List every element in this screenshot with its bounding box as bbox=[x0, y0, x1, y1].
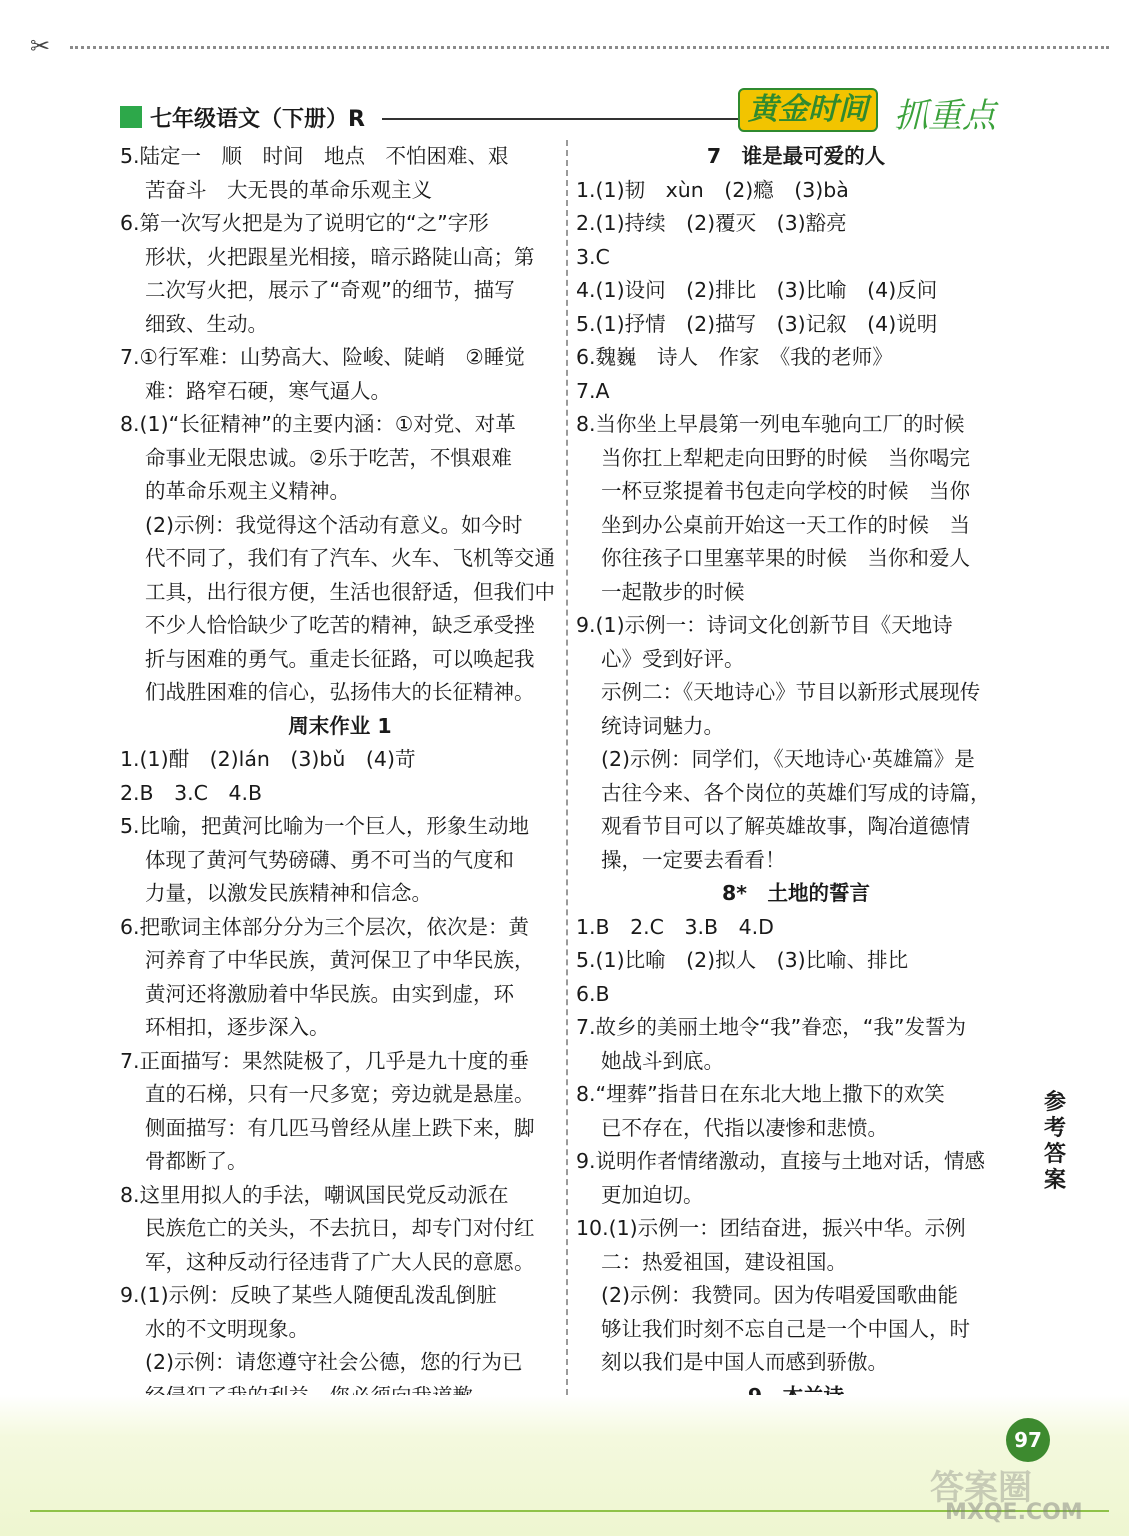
answer-line: 6.魏巍 诗人 作家 《我的老师》 bbox=[576, 345, 893, 369]
answer-line: 古往今来、各个岗位的英雄们写成的诗篇， bbox=[601, 780, 991, 805]
answer-line: 骨都断了。 bbox=[145, 1149, 248, 1173]
answer-line: 军，这种反动行径违背了广大人民的意愿。 bbox=[145, 1249, 535, 1274]
answer-line: 统诗词魅力。 bbox=[601, 713, 724, 738]
side-label: 参考答案 bbox=[1043, 1090, 1066, 1193]
answer-line: 坐到办公桌前开始这一天工作的时候 当 bbox=[601, 512, 970, 537]
answer-line: 当你扛上犁耙走向田野的时候 当你喝完 bbox=[601, 445, 970, 470]
answer-line: 1.(1)韧 xùn (2)瘾 (3)bà bbox=[576, 177, 849, 202]
answer-line: 们战胜困难的信心，弘扬伟大的长征精神。 bbox=[145, 680, 535, 704]
section-heading: 7 谁是最可爱的人 bbox=[706, 144, 886, 168]
answer-line: 6.把歌词主体部分分为三个层次，依次是：黄 bbox=[120, 914, 530, 939]
answer-column-left bbox=[120, 140, 560, 1413]
answer-line: 她战斗到底。 bbox=[601, 1048, 724, 1073]
answer-line: 折与困难的勇气。重走长征路，可以唤起我 bbox=[145, 646, 535, 671]
answer-line: 体现了黄河气势磅礴、勇不可当的气度和 bbox=[145, 847, 514, 872]
answer-line: 苦奋斗 大无畏的革命乐观主义 bbox=[145, 177, 432, 202]
answer-line: 已不存在，代指以凄惨和悲愤。 bbox=[601, 1115, 888, 1140]
answer-line: 2.B 3.C 4.B bbox=[120, 780, 263, 805]
answer-line: 河养育了中华民族，黄河保卫了中华民族， bbox=[145, 948, 535, 972]
answer-line: 二次写火把，展示了“奇观”的细节，描写 bbox=[145, 278, 515, 302]
answer-line: 代不同了，我们有了汽车、火车、飞机等交通 bbox=[145, 546, 555, 570]
answer-line: 7.①行军难：山势高大、险峻、陡峭 ②睡觉 bbox=[120, 345, 525, 369]
answer-line: 难：路窄石硬，寒气逼人。 bbox=[145, 378, 391, 403]
answer-line: 民族危亡的关头，不去抗日，却专门对付红 bbox=[145, 1216, 535, 1240]
answer-line: 7.故乡的美丽土地令“我”眷恋，“我”发誓为 bbox=[576, 1015, 967, 1039]
answer-line: 观看节目可以了解英雄故事，陶冶道德情 bbox=[601, 814, 970, 838]
answer-line: 够让我们时刻不忘自己是一个中国人，时 bbox=[601, 1316, 970, 1341]
answer-line: 力量，以激发民族精神和信念。 bbox=[145, 881, 432, 905]
answer-line: 刻以我们是中国人而感到骄傲。 bbox=[601, 1350, 888, 1374]
brand-logo-sub: 抓重点 bbox=[894, 96, 996, 136]
answer-line: 8.当你坐上早晨第一列电车驰向工厂的时候 bbox=[576, 412, 965, 436]
answer-line: 2.(1)持续 (2)覆灭 (3)豁亮 bbox=[576, 211, 847, 235]
answer-line: (2)示例：请您遵守社会公德，您的行为已 bbox=[145, 1350, 523, 1374]
green-square-icon bbox=[120, 106, 142, 128]
answer-line: (2)示例：我赞同。因为传唱爱国歌曲能 bbox=[601, 1283, 959, 1307]
answer-line: 直的石梯，只有一尺多宽；旁边就是悬崖。 bbox=[145, 1082, 535, 1106]
answer-line: 9.(1)示例一：诗词文化创新节目《天地诗 bbox=[576, 613, 953, 637]
answer-line: 10.(1)示例一：团结奋进，振兴中华。示例 bbox=[576, 1216, 966, 1240]
section-heading: 8* 土地的誓言 bbox=[722, 881, 870, 905]
answer-line: 6.第一次写火把是为了说明它的“之”字形 bbox=[120, 211, 489, 235]
answer-column-right bbox=[576, 140, 1016, 1413]
dotted-cut-guide bbox=[70, 46, 1109, 49]
answer-line: 4.(1)设问 (2)排比 (3)比喻 (4)反问 bbox=[576, 278, 938, 302]
answer-line: 8.(1)“长征精神”的主要内涵：①对党、对革 bbox=[120, 412, 516, 436]
answer-line: 示例二：《天地诗心》节目以新形式展现传 bbox=[601, 680, 981, 704]
watermark-url: MXQE.COM bbox=[945, 1500, 1083, 1525]
answer-line: 1.B 2.C 3.B 4.D bbox=[576, 914, 774, 939]
page-number: 97 bbox=[1006, 1418, 1050, 1462]
answer-line: 你往孩子口里塞苹果的时候 当你和爱人 bbox=[601, 546, 970, 570]
answer-line: 侧面描写：有几匹马曾经从崖上跌下来，脚 bbox=[145, 1115, 535, 1140]
answer-line: 的革命乐观主义精神。 bbox=[145, 479, 350, 503]
answer-line: 黄河还将激励着中华民族。由实到虚，环 bbox=[145, 981, 514, 1006]
answer-line: 9.(1)示例：反映了某些人随便乱泼乱倒脏 bbox=[120, 1283, 497, 1307]
book-title: 七年级语文（下册）R bbox=[150, 107, 365, 132]
answer-line: 5.(1)抒情 (2)描写 (3)记叙 (4)说明 bbox=[576, 311, 938, 336]
cut-line bbox=[0, 30, 1129, 60]
answer-line: 心》受到好评。 bbox=[601, 646, 745, 671]
answer-line: 不少人恰恰缺少了吃苦的精神，缺乏承受挫 bbox=[145, 613, 535, 637]
scissors-icon: ✂ bbox=[30, 32, 51, 60]
answer-line: 7.正面描写：果然陡极了，几乎是九十度的垂 bbox=[120, 1048, 530, 1073]
brand-logo-main: 黄金时间 bbox=[738, 88, 878, 132]
answer-line: 9.说明作者情绪激动，直接与土地对话，情感 bbox=[576, 1149, 986, 1173]
answer-line: 命事业无限忠诚。②乐于吃苦，不惧艰难 bbox=[145, 445, 512, 470]
answer-line: (2)示例：我觉得这个活动有意义。如今时 bbox=[145, 512, 523, 537]
answer-line: 6.B bbox=[576, 981, 610, 1006]
answer-line: 7.A bbox=[576, 378, 610, 403]
answer-line: 5.比喻，把黄河比喻为一个巨人，形象生动地 bbox=[120, 814, 530, 838]
answer-line: 更加迫切。 bbox=[601, 1182, 704, 1207]
page-header bbox=[120, 92, 1020, 142]
answer-line: 二：热爱祖国，建设祖国。 bbox=[601, 1249, 847, 1274]
answer-line: 水的不文明现象。 bbox=[145, 1316, 309, 1341]
answer-line: 8.“埋葬”指昔日在东北大地上撒下的欢笑 bbox=[576, 1082, 945, 1106]
answer-line: 细致、生动。 bbox=[145, 311, 268, 336]
watermark-logo: 答案圈 bbox=[930, 1468, 1032, 1508]
brand-logo bbox=[738, 88, 1008, 136]
answer-line: 形状，火把跟星光相接，暗示路陡山高；第 bbox=[145, 244, 535, 269]
answer-line: 一起散步的时候 bbox=[601, 579, 745, 604]
answer-line: 一杯豆浆提着书包走向学校的时候 当你 bbox=[601, 479, 970, 503]
answer-line: 8.这里用拟人的手法，嘲讽国民党反动派在 bbox=[120, 1182, 509, 1207]
answer-line: 环相扣，逐步深入。 bbox=[145, 1015, 330, 1039]
answer-line: 3.C bbox=[576, 244, 610, 269]
answer-line: (2)示例：同学们，《天地诗心·英雄篇》是 bbox=[601, 747, 975, 771]
section-heading: 周末作业 1 bbox=[288, 713, 392, 738]
answer-line: 工具，出行很方便，生活也很舒适，但我们中 bbox=[145, 579, 555, 604]
answer-line: 操，一定要去看看！ bbox=[601, 847, 786, 872]
answer-line: 5.陆定一 顺 时间 地点 不怕困难、艰 bbox=[120, 144, 509, 168]
answer-line: 1.(1)酣 (2)lán (3)bǔ (4)苛 bbox=[120, 747, 416, 771]
column-divider bbox=[566, 140, 568, 1395]
answer-line: 5.(1)比喻 (2)拟人 (3)比喻、排比 bbox=[576, 948, 909, 972]
